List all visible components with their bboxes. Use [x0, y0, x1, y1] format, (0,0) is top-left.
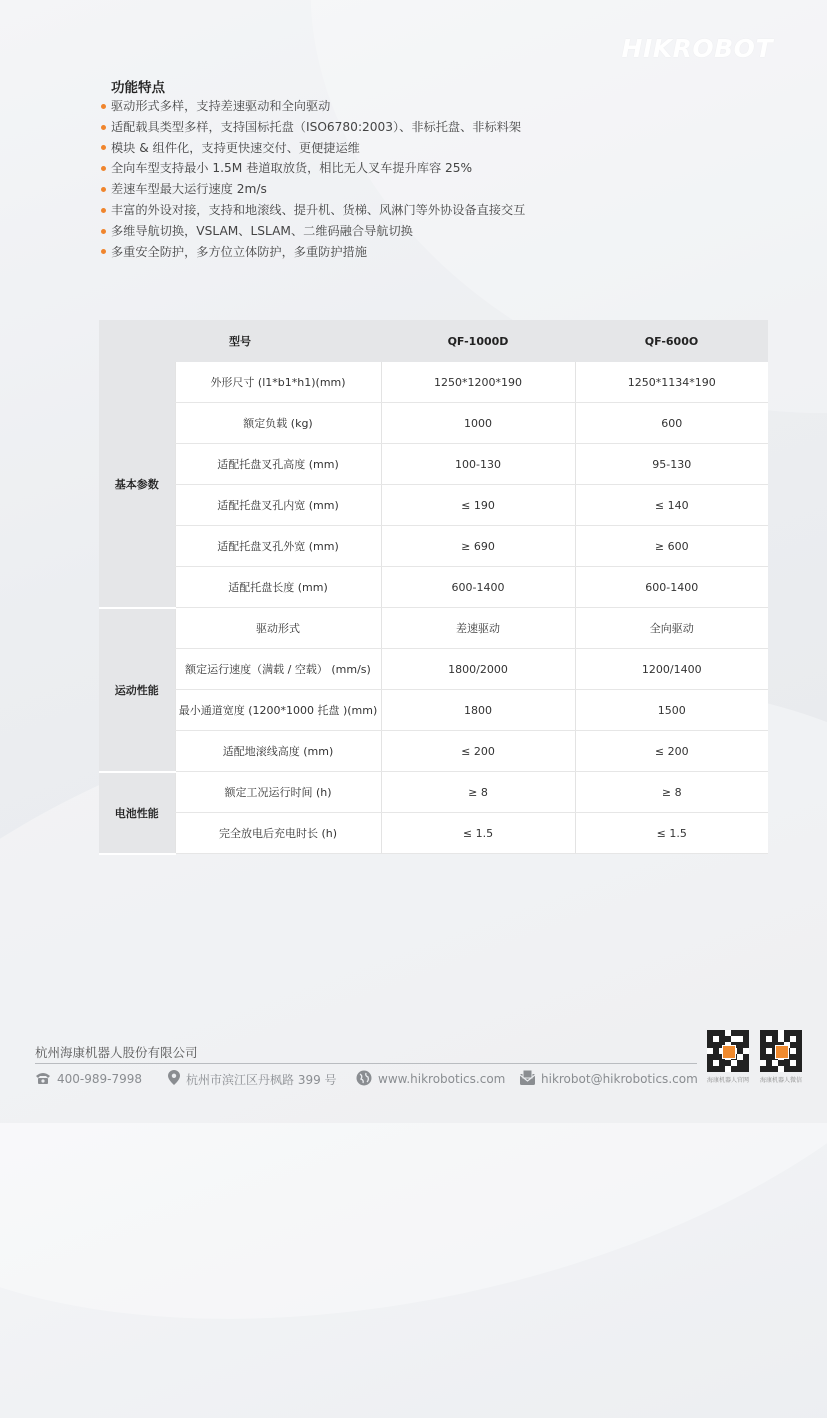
value-cell: ≤ 200 [381, 731, 575, 772]
value-cell: 95-130 [575, 444, 768, 485]
table-row [99, 731, 768, 772]
feature-item: 多维导航切换，VSLAM、LSLAM、二维码融合导航切换 [101, 221, 525, 242]
footer-phone: 400-989-7998 [35, 1071, 142, 1087]
value-cell: 差速驱动 [381, 608, 575, 649]
value-cell: 100-130 [381, 444, 575, 485]
feature-item: 适配载具类型多样，支持国标托盘（ISO6780:2003）、非标托盘、非标料架 [101, 117, 525, 138]
bullet-icon [101, 249, 106, 254]
value-cell: ≥ 690 [381, 526, 575, 567]
header-qf-1000d: QF-1000D [381, 320, 575, 362]
param-cell: 完全放电后充电时长 (h) [175, 813, 381, 854]
website-qr-code [707, 1030, 749, 1072]
footer-address: 杭州市滨江区丹枫路 399 号 [168, 1071, 337, 1087]
value-cell: ≥ 8 [381, 772, 575, 813]
param-cell: 驱动形式 [175, 608, 381, 649]
qr-center-logo [722, 1045, 736, 1059]
table-header-row [99, 320, 768, 362]
features-list [101, 96, 525, 262]
value-cell: ≥ 600 [575, 526, 768, 567]
param-cell: 适配托盘叉孔内宽 (mm) [175, 485, 381, 526]
footer-email[interactable]: hikrobot@hikrobotics.com [520, 1071, 698, 1087]
value-cell: ≥ 8 [575, 772, 768, 813]
table-row [99, 813, 768, 854]
bullet-icon [101, 166, 106, 171]
feature-item: 丰富的外设对接，支持和地滚线、提升机、货梯、风淋门等外协设备直接交互 [101, 200, 525, 221]
location-pin-icon [168, 1070, 180, 1088]
header-qf-600o: QF-600O [575, 320, 768, 362]
table-row [99, 485, 768, 526]
bullet-icon [101, 187, 106, 192]
bullet-icon [101, 145, 106, 150]
param-cell: 最小通道宽度 (1200*1000 托盘 )(mm) [175, 690, 381, 731]
value-cell: ≤ 140 [575, 485, 768, 526]
value-cell: 600 [575, 403, 768, 444]
company-name: 杭州海康机器人股份有限公司 [35, 1045, 198, 1060]
bullet-icon [101, 229, 106, 234]
bullet-icon [101, 208, 106, 213]
feature-item: 全向车型支持最小 1.5M 巷道取放货，相比无人叉车提升库容 25% [101, 158, 525, 179]
value-cell: ≤ 1.5 [575, 813, 768, 854]
wechat-qr-code [760, 1030, 802, 1072]
feature-item: 模块 & 组件化，支持更快速交付、更便捷运维 [101, 138, 525, 159]
feature-item: 多重安全防护，多方位立体防护，多重防护措施 [101, 242, 525, 263]
category-basic: 基本参数 [99, 362, 175, 608]
table-row [99, 362, 768, 403]
value-cell: 全向驱动 [575, 608, 768, 649]
footer-website[interactable]: www.hikrobotics.com [356, 1071, 505, 1087]
mail-icon [520, 1070, 535, 1088]
value-cell: 1500 [575, 690, 768, 731]
table-row [99, 444, 768, 485]
table-row [99, 567, 768, 608]
table-row [99, 608, 768, 649]
hikrobot-logo: HIKROBOT [621, 34, 773, 63]
qr-center-logo [775, 1045, 789, 1059]
param-cell: 适配托盘叉孔外宽 (mm) [175, 526, 381, 567]
qr-caption: 海康机器人微信 [759, 1077, 802, 1084]
param-cell: 外形尺寸 (l1*b1*h1)(mm) [175, 362, 381, 403]
value-cell: ≤ 190 [381, 485, 575, 526]
qr-caption: 海康机器人官网 [706, 1077, 749, 1084]
bullet-icon [101, 104, 106, 109]
value-cell: 1000 [381, 403, 575, 444]
table-row [99, 772, 768, 813]
value-cell: 1250*1134*190 [575, 362, 768, 403]
value-cell: 1250*1200*190 [381, 362, 575, 403]
param-cell: 适配地滚线高度 (mm) [175, 731, 381, 772]
category-motion: 运动性能 [99, 608, 175, 772]
param-cell: 额定工况运行时间 (h) [175, 772, 381, 813]
value-cell: 600-1400 [575, 567, 768, 608]
param-cell: 适配托盘长度 (mm) [175, 567, 381, 608]
footer-divider [35, 1063, 697, 1064]
value-cell: 1200/1400 [575, 649, 768, 690]
value-cell: 1800 [381, 690, 575, 731]
feature-item: 差速车型最大运行速度 2m/s [101, 179, 525, 200]
table-row [99, 403, 768, 444]
table-row [99, 649, 768, 690]
globe-icon [356, 1070, 372, 1089]
value-cell: 600-1400 [381, 567, 575, 608]
feature-item: 驱动形式多样，支持差速驱动和全向驱动 [101, 96, 525, 117]
param-cell: 额定运行速度（满载 / 空载） (mm/s) [175, 649, 381, 690]
header-model: 型号 [99, 320, 381, 362]
phone-icon [35, 1071, 51, 1088]
param-cell: 额定负载 (kg) [175, 403, 381, 444]
spec-table [99, 320, 768, 855]
value-cell: ≤ 1.5 [381, 813, 575, 854]
table-row [99, 526, 768, 567]
value-cell: ≤ 200 [575, 731, 768, 772]
param-cell: 适配托盘叉孔高度 (mm) [175, 444, 381, 485]
features-title: 功能特点 [111, 80, 165, 96]
category-battery: 电池性能 [99, 772, 175, 854]
bullet-icon [101, 125, 106, 130]
table-row [99, 690, 768, 731]
value-cell: 1800/2000 [381, 649, 575, 690]
